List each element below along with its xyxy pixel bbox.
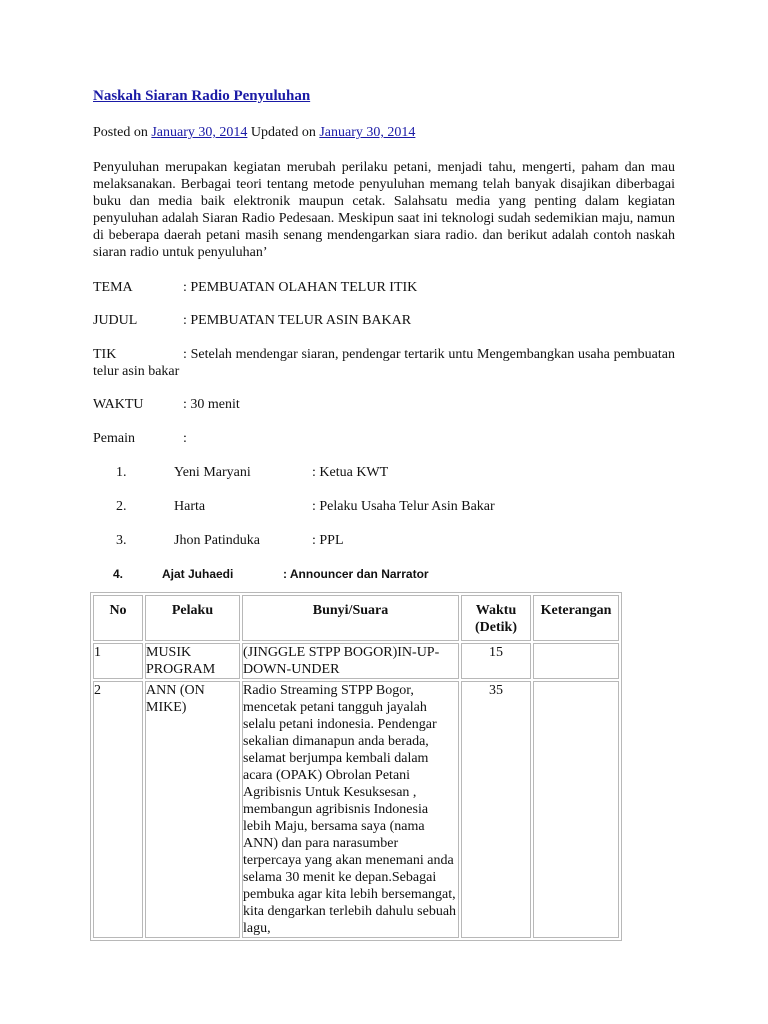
cast-number: 4. xyxy=(113,567,124,581)
waktu-label: WAKTU xyxy=(93,397,144,412)
updated-prefix: Updated on xyxy=(247,125,320,140)
cast-number: 2. xyxy=(116,499,127,514)
script-table xyxy=(90,592,622,941)
tema-label: TEMA xyxy=(93,280,133,295)
tema-value: : PEMBUATAN OLAHAN TELUR ITIK xyxy=(183,280,418,295)
cast-item xyxy=(93,566,675,583)
cast-role: : Pelaku Usaha Telur Asin Bakar xyxy=(312,499,495,514)
cast-number: 3. xyxy=(116,533,127,548)
posted-date-link[interactable]: January 30, 2014 xyxy=(151,125,248,140)
waktu-field xyxy=(93,396,675,413)
header-no: No xyxy=(93,595,143,641)
table-row xyxy=(93,681,619,938)
pemain-value: : xyxy=(183,431,187,446)
judul-field xyxy=(93,312,675,329)
cast-role: : Announcer dan Narrator xyxy=(283,567,429,581)
cell-bunyi: (JINGGLE STPP BOGOR)IN-UP-DOWN-UNDER xyxy=(242,643,459,679)
pemain-label: Pemain xyxy=(93,431,135,446)
cell-no: 1 xyxy=(93,643,143,679)
cast-name: Harta xyxy=(174,499,206,514)
intro-paragraph: Penyuluhan merupakan kegiatan merubah perilaku petani, menjadi tahu, mengerti, paham dan mau melaksanakan. Berbagai teori tentang metode penyuluhan memang telah banyak disajikan diberbagai buku dan media baik elektronik maupun cetak. Salahsatu media yang penting dalam kegiatan penyuluhan adalah Siaran Radio Pedesaan. Meskipun saat ini teknologi sudah sedemikian maju, namun di beberapa daerah petani masih senang mendengarkan siara radio. dan berikut adalah contoh naskah siaran radio untuk penyuluhan’ xyxy=(93,160,675,260)
cast-number: 1. xyxy=(116,465,127,480)
cell-bunyi: Radio Streaming STPP Bogor, mencetak petani tangguh jayalah selalu petani indonesia. Pendengar sekalian dimanapun anda berada, selamat berjumpa kembali dalam acara (OPAK) Obrolan Petani Agribisnis Untuk Kesuksesan , membangun agribisnis Indonesia lebih Maju, bersama saya (nama ANN) dan para narasumber terpercaya yang akan menemani anda selama 30 menit ke depan.Sebagai pembuka agar kita lebih bersemangat, kita dengarkan terlebih dahulu sebuah lagu, xyxy=(242,681,459,938)
header-waktu: Waktu (Detik) xyxy=(461,595,531,641)
tik-label: TIK xyxy=(93,347,117,362)
posted-prefix: Posted on xyxy=(93,125,152,140)
table-header-row xyxy=(93,595,619,641)
cast-role: : PPL xyxy=(312,533,344,548)
waktu-value: : 30 menit xyxy=(183,397,240,412)
cell-waktu: 15 xyxy=(461,643,531,679)
cell-waktu: 35 xyxy=(461,681,531,938)
cell-keterangan xyxy=(533,681,619,938)
header-pelaku: Pelaku xyxy=(145,595,240,641)
table-row xyxy=(93,643,619,679)
cast-item xyxy=(93,532,675,549)
article-title-link[interactable]: Naskah Siaran Radio Penyuluhan xyxy=(93,88,311,104)
pemain-field xyxy=(93,430,675,447)
cell-keterangan xyxy=(533,643,619,679)
post-meta xyxy=(93,123,675,143)
cast-name: Yeni Maryani xyxy=(174,465,251,480)
judul-label: JUDUL xyxy=(93,313,138,328)
cast-item xyxy=(93,464,675,481)
cell-pelaku: MUSIK PROGRAM xyxy=(145,643,240,679)
tema-field xyxy=(93,279,675,296)
article xyxy=(93,86,675,583)
judul-value: : PEMBUATAN TELUR ASIN BAKAR xyxy=(183,313,412,328)
tik-field xyxy=(93,346,675,380)
cell-pelaku: ANN (ON MIKE) xyxy=(145,681,240,938)
header-keterangan: Keterangan xyxy=(533,595,619,641)
tik-value: : Setelah mendengar siaran, pendengar tertarik untu Mengembangkan usaha pembuatan telur asin bakar xyxy=(93,347,675,379)
cast-name: Ajat Juhaedi xyxy=(162,567,234,581)
updated-date-link[interactable]: January 30, 2014 xyxy=(319,125,416,140)
cell-no: 2 xyxy=(93,681,143,938)
cast-role: : Ketua KWT xyxy=(312,465,389,480)
header-bunyi: Bunyi/Suara xyxy=(242,595,459,641)
cast-item xyxy=(93,498,675,515)
cast-name: Jhon Patinduka xyxy=(174,533,260,548)
